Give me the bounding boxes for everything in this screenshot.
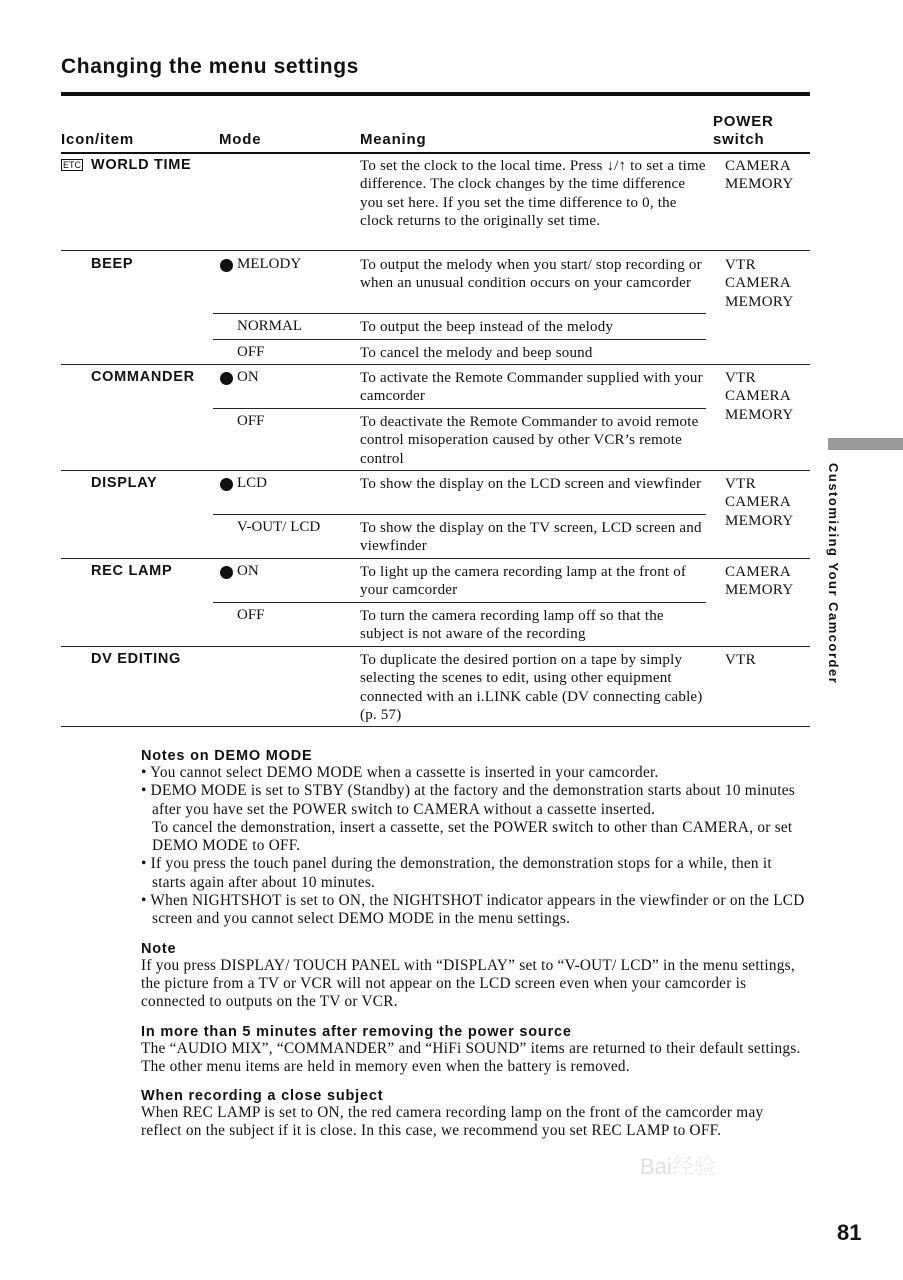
sub-divider <box>213 313 706 314</box>
note-heading: Note <box>141 940 177 957</box>
etc-icon: ETC <box>63 160 81 170</box>
default-bullet-icon <box>220 259 233 272</box>
mode: ON <box>237 563 259 579</box>
sub-divider <box>213 514 706 515</box>
mode: OFF <box>237 413 265 429</box>
row-divider <box>61 470 810 471</box>
item-world-time: WORLD TIME <box>91 157 192 173</box>
mode: ON <box>237 369 259 385</box>
meaning: To duplicate the desired portion on a tape by simply selecting the scenes to edit, using other equipment connected with an i.LINK cable (DV connecting cable) (p. 57) <box>360 652 703 723</box>
meaning: To show the display on the TV screen, LCD screen and viewfinder <box>360 520 702 555</box>
row-divider <box>61 364 810 365</box>
power-source-text: The other menu items are held in memory even when the battery is removed. <box>141 1057 630 1075</box>
default-bullet-icon <box>220 478 233 491</box>
meaning: To output the beep instead of the melody <box>360 319 614 335</box>
mode: LCD <box>237 475 267 491</box>
watermark: Bai经验 <box>640 1154 716 1179</box>
power-switch: VTR CAMERA MEMORY <box>725 257 794 310</box>
mode: OFF <box>237 607 265 623</box>
meaning: To output the melody when you start/ stop recording or when an unusual condition occurs on your camcorder <box>360 257 702 292</box>
row-divider <box>61 646 810 647</box>
default-bullet-icon <box>220 372 233 385</box>
header-meaning: Meaning <box>360 131 427 148</box>
row-divider <box>61 558 810 559</box>
meaning: To cancel the melody and beep sound <box>360 345 593 361</box>
power-switch: VTR CAMERA MEMORY <box>725 476 794 529</box>
demo-note: • DEMO MODE is set to STBY (Standby) at the factory and the demonstration starts about 10 minutes after you have set the POWER switch to CAMERA without a cassette inserted. <box>141 782 795 818</box>
power-switch: CAMERA MEMORY <box>725 158 794 193</box>
mode: OFF <box>237 344 265 360</box>
sub-divider <box>213 408 706 409</box>
notes-section <box>141 748 806 1141</box>
item-dv-editing: DV EDITING <box>91 651 181 667</box>
header-rule <box>61 152 810 154</box>
demo-note: • If you press the touch panel during the demonstration, the demonstration stops for a while, then it starts again after about 10 minutes. <box>141 855 772 891</box>
page-title: Changing the menu settings <box>61 55 359 78</box>
meaning: To light up the camera recording lamp at the front of your camcorder <box>360 564 687 599</box>
meaning: To set the clock to the local time. Press ↓/↑ to set a time difference. The clock changes by the time difference you set here. If you set the time difference to 0, the clock returns to the originally set time. <box>360 158 706 229</box>
row-divider <box>61 250 810 251</box>
power-source-text: The “AUDIO MIX”, “COMMANDER” and “HiFi SOUND” items are returned to their default settings. <box>141 1039 801 1057</box>
side-section-label: Customizing Your Camcorder <box>826 463 841 685</box>
demo-note: • When NIGHTSHOT is set to ON, the NIGHTSHOT indicator appears in the viewfinder or on the LCD screen and you cannot select DEMO MODE in the menu settings. <box>141 892 805 928</box>
default-bullet-icon <box>220 566 233 579</box>
power-switch: CAMERA MEMORY <box>725 564 794 599</box>
sub-divider <box>213 602 706 603</box>
power-switch: VTR <box>725 652 756 668</box>
close-subject-heading: When recording a close subject <box>141 1088 384 1105</box>
meaning: To turn the camera recording lamp off so that the subject is not aware of the recording <box>360 608 664 643</box>
demo-note: To cancel the demonstration, insert a cassette, set the POWER switch to other than CAMERA, or set DEMO MODE to OFF. <box>152 818 793 855</box>
demo-note: • You cannot select DEMO MODE when a cassette is inserted in your camcorder. <box>141 764 659 781</box>
mode: MELODY <box>237 256 302 272</box>
title-rule <box>61 92 810 96</box>
meaning: To deactivate the Remote Commander to avoid remote control misoperation caused by other VCR’s remote control <box>360 414 699 467</box>
header-power-1: POWER <box>713 113 774 130</box>
meaning: To activate the Remote Commander supplied with your camcorder <box>360 370 703 405</box>
note-text: If you press DISPLAY/ TOUCH PANEL with “DISPLAY” set to “V-OUT/ LCD” in the menu settings, the picture from a TV or VCR will not appear on the LCD screen even when your camcorder is connected to outputs on the TV or VCR. <box>141 956 795 1011</box>
item-display: DISPLAY <box>91 475 158 491</box>
section-tab <box>828 438 903 450</box>
item-beep: BEEP <box>91 256 134 272</box>
power-source-heading: In more than 5 minutes after removing the power source <box>141 1023 572 1040</box>
header-mode: Mode <box>219 131 262 148</box>
close-subject-text: When REC LAMP is set to ON, the red camera recording lamp on the front of the camcorder may reflect on the subject if it is close. In this case, we recommend you set REC LAMP to OFF. <box>141 1104 764 1140</box>
power-switch: VTR CAMERA MEMORY <box>725 370 794 423</box>
item-rec-lamp: REC LAMP <box>91 563 173 579</box>
mode: NORMAL <box>237 318 303 334</box>
page-number: 81 <box>837 1220 862 1245</box>
mode: V-OUT/ LCD <box>237 519 321 535</box>
meaning: To show the display on the LCD screen and viewfinder <box>360 476 702 492</box>
header-power-2: switch <box>713 131 765 148</box>
sub-divider <box>213 339 706 340</box>
header-item: Icon/item <box>61 131 135 148</box>
table-bottom-rule <box>61 726 810 727</box>
item-commander: COMMANDER <box>91 369 195 385</box>
demo-notes-heading: Notes on DEMO MODE <box>141 748 313 764</box>
